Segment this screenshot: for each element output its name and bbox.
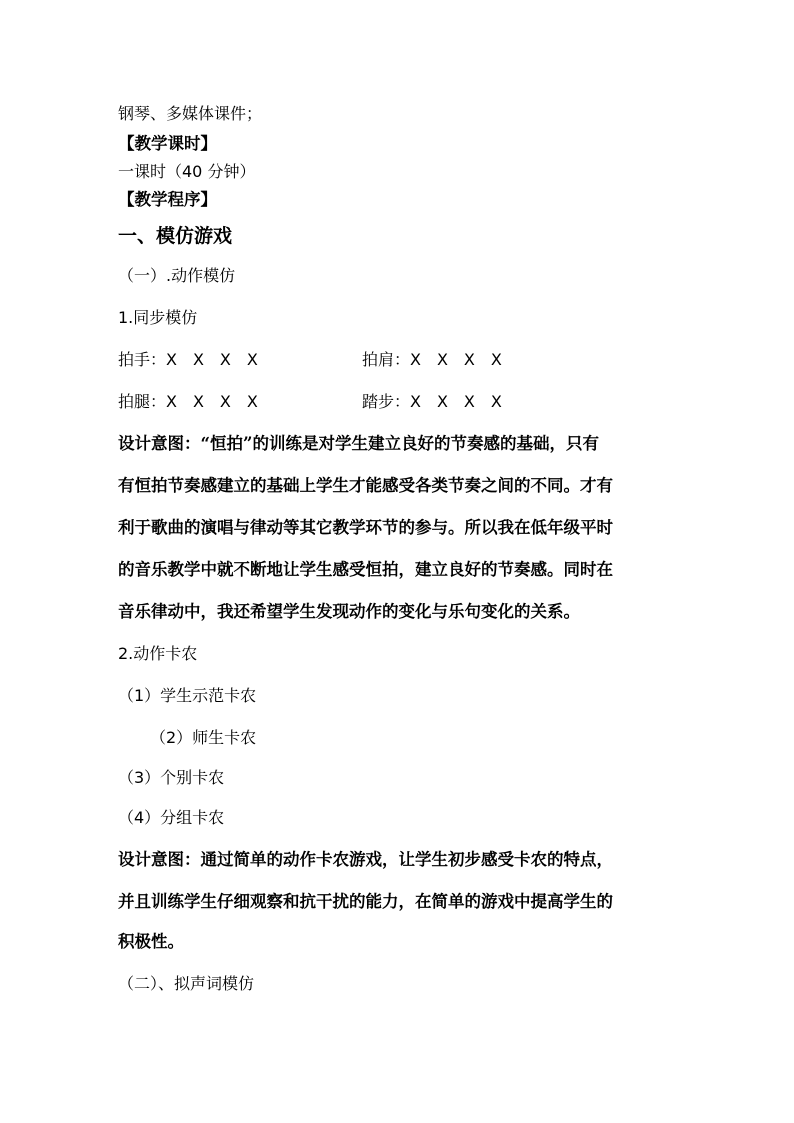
intent2-line-3: 积极性。 [118, 932, 184, 951]
heading-teaching-period: 【教学课时】 [118, 134, 217, 153]
heading-teaching-procedure: 【教学程序】 [118, 190, 217, 209]
step-3: （3）个别卡农 [118, 768, 225, 787]
intent1-line-2: 有恒拍节奏感建立的基础上学生才能感受各类节奏之间的不同。才有 [118, 476, 613, 495]
part1-title: 一、模仿游戏 [118, 225, 233, 247]
beat-row-leg: 拍腿：X X X X [118, 392, 258, 411]
intent1-line-4: 的音乐教学中就不断地让学生感受恒拍，建立良好的节奏感。同时在 [118, 560, 613, 579]
beat-row-step: 踏步：X X X X [362, 392, 502, 411]
teaching-period-text: 一课时（40 分钟） [118, 162, 256, 181]
materials-line: 钢琴、多媒体课件； [118, 104, 263, 123]
intent1-line-5: 音乐律动中，我还希望学生发现动作的变化与乐句变化的关系。 [118, 602, 580, 621]
beat-row-shoulder: 拍肩：X X X X [362, 350, 502, 369]
intent2-line-1: 设计意图：通过简单的动作卡农游戏，让学生初步感受卡农的特点， [118, 850, 613, 869]
sub1-title: （一）.动作模仿 [118, 266, 236, 285]
step-1: （1）学生示范卡农 [118, 686, 257, 705]
intent1-line-1: 设计意图：“恒拍”的训练是对学生建立良好的节奏感的基础，只有 [118, 434, 599, 453]
step-2: （2）师生卡农 [150, 728, 257, 747]
item1-title: 1.同步模仿 [118, 308, 198, 327]
item2-title: 2.动作卡农 [118, 644, 198, 663]
intent2-line-2: 并且训练学生仔细观察和抗干扰的能力，在简单的游戏中提高学生的 [118, 892, 613, 911]
intent1-line-3: 利于歌曲的演唱与律动等其它教学环节的参与。所以我在低年级平时 [118, 518, 613, 537]
beat-row-clap: 拍手：X X X X [118, 350, 258, 369]
sub2-title: （二）、拟声词模仿 [118, 974, 255, 993]
step-4: （4）分组卡农 [118, 808, 225, 827]
